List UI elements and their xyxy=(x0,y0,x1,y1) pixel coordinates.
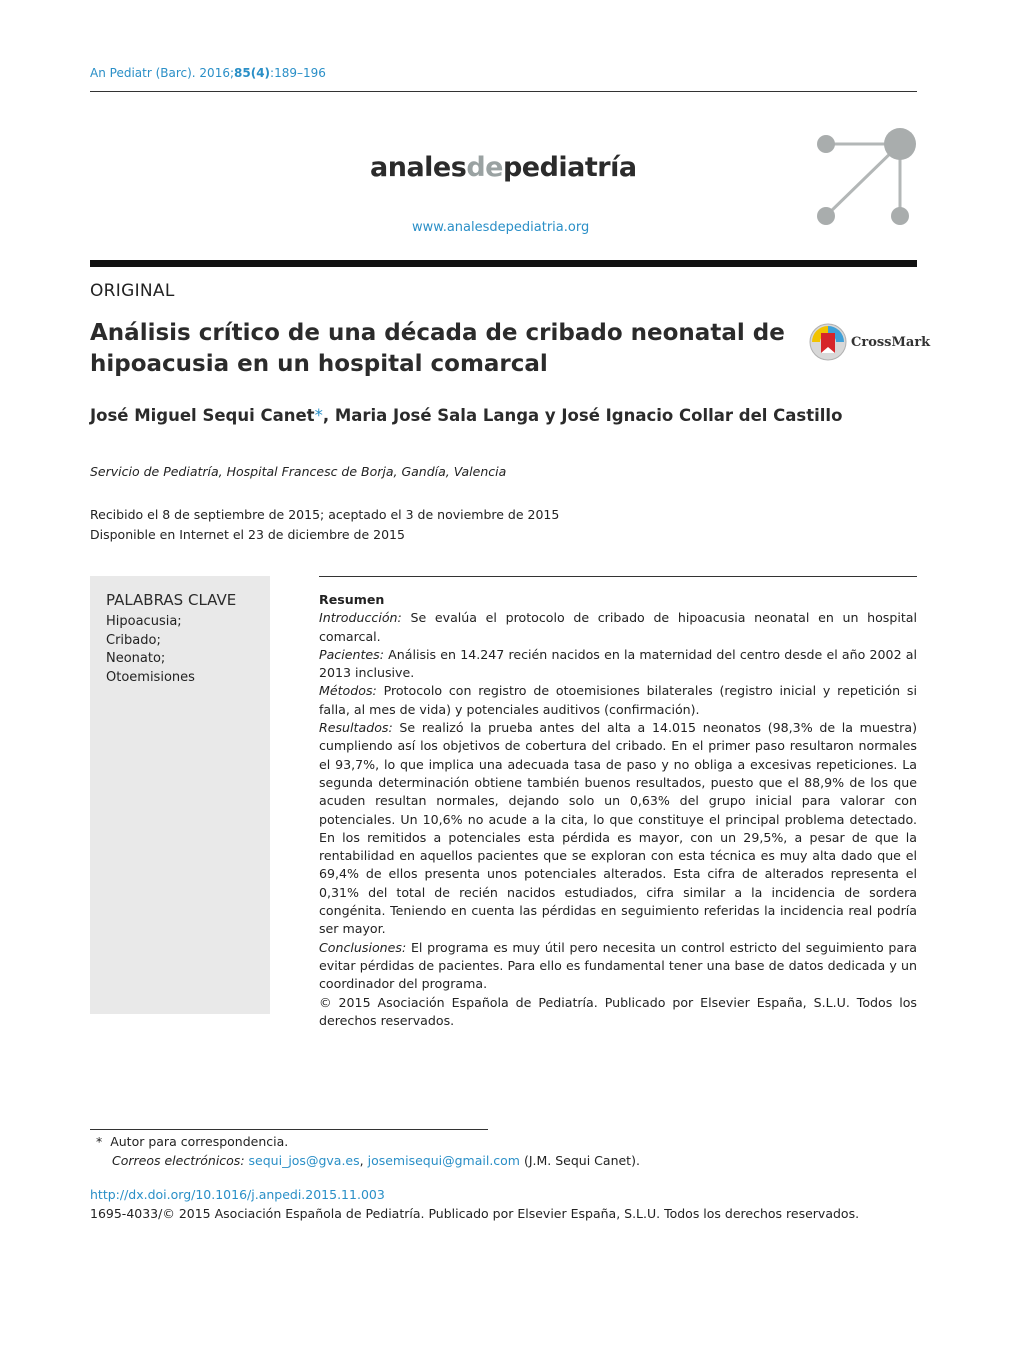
conclusions-text: El programa es muy útil pero necesita un control estricto del seguimiento para evitar pérdidas de pacientes. Para ello es fundamental tener una base de datos dedicada y un coordinador del programa. xyxy=(319,939,917,992)
abstract-section xyxy=(319,591,917,1030)
author-primary: José Miguel Sequi Canet xyxy=(90,406,315,425)
header-thick-divider xyxy=(90,260,917,267)
doi-link[interactable]: http://dx.doi.org/10.1016/j.anpedi.2015.11.003 xyxy=(90,1187,385,1202)
keyword-item: Cribado; xyxy=(106,632,161,648)
crossmark-badge[interactable] xyxy=(808,322,930,362)
footnote-author-line xyxy=(96,1132,640,1151)
keyword-item: Otoemisiones xyxy=(106,669,195,685)
journal-name-part2: de xyxy=(466,152,503,183)
journal-citation[interactable] xyxy=(90,66,326,80)
footnote-author-note: Autor para correspondencia. xyxy=(110,1134,289,1149)
journal-name-part1: anales xyxy=(370,152,467,183)
email-link-2[interactable]: josemisequi@gmail.com xyxy=(367,1153,520,1168)
article-dates xyxy=(90,505,559,545)
abstract-divider xyxy=(319,576,917,577)
abstract-methods xyxy=(319,682,917,719)
results-text: Se realizó la prueba antes del alta a 14.015 neonatos (98,3% de la muestra) cumpliendo así los objetivos de cobertura del cribado. En el primer paso resultaron normales el 93,7%, lo que implica una adecuada tasa de paso y no obliga a excesivas repeticiones. La segunda determinación obtiene también buenos resultados, puesto que el 88,9% de los que acuden resultan normales, dejando solo un 0,63% del grupo inicial para valorar con potenciales. Un 10,6% no acude a la cita, lo que constituye el principal problema detectado. En los remitidos a potenciales esta pérdida es mayor, con un 29,5%, a pesar de que la rentabilidad en aquellos pacientes que se exploran con esta técnica es muy alta dado que el 69,4% de ellos presenta unos potenciales alterados. Esta cifra de alterados representa el 0,31% del total de recién nacidos estudiados, cifra similar a la incidencia de sordera congénita. Teniendo en cuenta las pérdidas en seguimiento referidas la incidencia real podría ser mayor. xyxy=(319,720,917,937)
results-label: Resultados: xyxy=(319,720,393,736)
citation-prefix: An Pediatr (Barc). 2016; xyxy=(90,66,235,80)
methods-label: Métodos: xyxy=(319,683,377,699)
citation-volume: 85(4) xyxy=(234,66,271,80)
doi-block xyxy=(90,1185,859,1223)
abstract-copyright: © 2015 Asociación Española de Pediatría. Publicado por Elsevier España, S.L.U. Todos los derechos reservados. xyxy=(319,994,917,1028)
keywords-heading: PALABRAS CLAVE xyxy=(106,591,237,609)
article-section-label: ORIGINAL xyxy=(90,281,175,301)
top-divider xyxy=(90,91,917,92)
email-link-1[interactable]: sequi_jos@gva.es xyxy=(248,1153,360,1168)
keyword-item: Neonato; xyxy=(106,651,166,666)
patients-label: Pacientes: xyxy=(319,646,384,662)
introduction-text: Se evalúa el protocolo de cribado de hipoacusia neonatal en un hospital comarcal. xyxy=(319,610,918,644)
email-owner: (J.M. Sequi Canet). xyxy=(523,1153,640,1168)
journal-url-link[interactable]: www.analesdepediatria.org xyxy=(412,220,590,235)
authors-rest: , Maria José Sala Langa y José Ignacio Collar del Castillo xyxy=(322,406,843,425)
issn-copyright: 1695-4033/© 2015 Asociación Española de Pediatría. Publicado por Elsevier España, S.L.U. Todos los derechos reservados. xyxy=(90,1206,860,1221)
methods-text: Protocolo con registro de otoemisiones bilaterales (registro inicial y repetición si falla, al mes de vida) y potenciales auditivos (confirmación). xyxy=(319,683,917,717)
abstract-patients xyxy=(319,646,917,683)
patients-text: Análisis en 14.247 recién nacidos en la maternidad del centro desde el año 2002 al 2013 inclusive. xyxy=(319,646,917,681)
keywords-list xyxy=(106,613,195,687)
emails-label: Correos electrónicos: xyxy=(112,1153,245,1168)
introduction-label: Introducción: xyxy=(319,610,402,626)
journal-molecule-logo-icon xyxy=(808,118,920,230)
author-list xyxy=(90,406,842,425)
corresponding-author-marker[interactable]: * xyxy=(314,406,323,425)
footnote-star: * xyxy=(96,1134,103,1149)
keywords-panel xyxy=(90,576,270,1014)
abstract-conclusions xyxy=(319,939,917,994)
email-separator: , xyxy=(359,1153,364,1168)
footnote-divider xyxy=(90,1129,488,1130)
crossmark-icon xyxy=(808,322,848,362)
journal-logotype xyxy=(370,152,637,183)
journal-name-part3: pediatría xyxy=(502,152,637,183)
crossmark-label: CrossMark xyxy=(851,334,931,350)
received-date: Recibido el 8 de septiembre de 2015; aceptado el 3 de noviembre de 2015 xyxy=(90,507,560,522)
keyword-item: Hipoacusia; xyxy=(106,614,182,629)
citation-pages: :189–196 xyxy=(270,66,326,80)
abstract-results xyxy=(319,719,917,939)
abstract-introduction xyxy=(319,609,917,646)
footnote-email-line xyxy=(96,1151,640,1170)
conclusions-label: Conclusiones: xyxy=(319,939,407,955)
article-title: Análisis crítico de una década de cribado neonatal de hipoacusia en un hospital comarcal xyxy=(90,320,785,377)
online-date: Disponible en Internet el 23 de diciembre de 2015 xyxy=(90,527,405,542)
footnote xyxy=(96,1132,640,1170)
affiliation: Servicio de Pediatría, Hospital Francesc de Borja, Gandía, Valencia xyxy=(90,464,507,479)
abstract-heading: Resumen xyxy=(319,592,385,607)
